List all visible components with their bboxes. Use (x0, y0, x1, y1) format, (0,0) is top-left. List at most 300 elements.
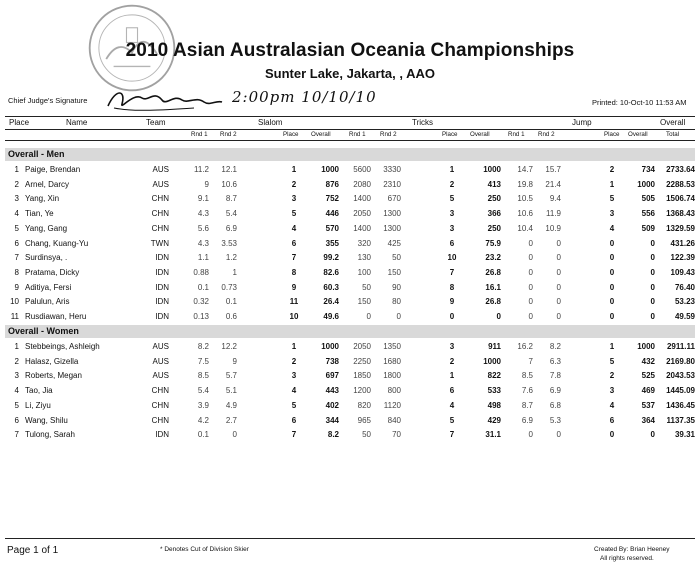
cell-total: 2288.53 (666, 179, 695, 189)
cell-pos: 10 (10, 297, 19, 307)
cell-tp: 6 (449, 238, 455, 248)
cell-team: CHN (151, 386, 169, 396)
cell-to: 911 (488, 342, 501, 351)
cell-tr1: 2080 (353, 179, 371, 189)
table-row (5, 193, 695, 205)
cell-jp: 5 (609, 356, 615, 366)
cell-total: 53.23 (674, 297, 695, 307)
cell-sr1: 1.1 (197, 253, 209, 263)
cell-jp: 4 (609, 400, 615, 410)
cell-jr1: 7 (528, 356, 533, 366)
cell-sr1: 0.32 (193, 297, 209, 307)
cell-name: Palulun, Aris (25, 297, 70, 307)
cell-pos: 2 (14, 179, 19, 189)
cell-sp: 7 (291, 253, 297, 263)
table-row (5, 429, 695, 441)
cell-to: 822 (487, 371, 501, 381)
cell-tr1: 50 (362, 282, 371, 292)
cell-so: 697 (325, 371, 339, 381)
col-team: Team (146, 118, 166, 127)
cell-jr2: 0 (556, 253, 561, 263)
cell-jp: 3 (609, 386, 615, 396)
cell-to: 26.8 (485, 297, 501, 307)
cell-jr2: 6.8 (549, 400, 561, 410)
cell-sr1: 0.88 (193, 267, 209, 277)
cell-so: 8.2 (327, 430, 339, 440)
cell-jr2: 0 (556, 312, 561, 321)
cell-jo: 432 (641, 356, 655, 366)
created-by: Created By: Brian Heeney (594, 546, 670, 553)
cell-tr1: 1400 (353, 194, 371, 204)
cell-to: 1000 (483, 356, 501, 366)
cell-sr2: 5.4 (225, 209, 237, 219)
cell-sr2: 8.7 (225, 194, 237, 204)
cell-sp: 6 (291, 415, 297, 425)
cell-team: CHN (151, 223, 169, 233)
cell-tr2: 800 (387, 386, 401, 396)
cell-jp: 0 (609, 238, 615, 248)
cell-name: Tao, Jia (25, 386, 53, 396)
cell-jr1: 0 (528, 312, 533, 321)
cell-to: 31.1 (485, 430, 501, 440)
cell-tr2: 1680 (383, 356, 401, 366)
cell-sr1: 4.3 (197, 238, 209, 248)
cell-tp: 3 (449, 342, 455, 351)
cell-pos: 7 (14, 253, 19, 263)
cell-sp: 2 (291, 356, 297, 366)
cell-to: 498 (487, 400, 501, 410)
cell-tp: 3 (449, 209, 455, 219)
cell-total: 2911.11 (666, 342, 695, 351)
cell-to: 413 (487, 179, 501, 189)
table-row (5, 179, 695, 191)
cell-tr2: 840 (387, 415, 401, 425)
cell-jr1: 19.8 (517, 179, 533, 189)
cell-team: CHN (151, 194, 169, 204)
cell-total: 122.39 (670, 253, 695, 263)
cell-jr1: 0 (528, 267, 533, 277)
slalom-overall-header: Overall (311, 131, 331, 138)
col-jump: Jump (572, 118, 592, 127)
cell-team: IDN (155, 312, 169, 321)
cell-sr1: 9.1 (197, 194, 209, 204)
cell-sp: 4 (291, 223, 297, 233)
cell-sr2: 0.73 (221, 282, 237, 292)
cell-jp: 2 (609, 371, 615, 381)
handwritten-signature (104, 84, 224, 114)
cell-total: 2169.80 (666, 356, 695, 366)
cell-jo: 0 (650, 267, 655, 277)
cell-team: AUS (152, 356, 169, 366)
cell-name: Wang, Shilu (25, 415, 68, 425)
cell-tr1: 1200 (353, 386, 371, 396)
cell-so: 82.6 (323, 267, 339, 277)
cell-team: AUS (152, 179, 169, 189)
cell-name: Tian, Ye (25, 209, 54, 219)
cell-sr2: 5.7 (225, 371, 237, 381)
cell-to: 533 (487, 386, 501, 396)
cell-name: Pratama, Dicky (25, 267, 80, 277)
cell-tr2: 90 (392, 282, 401, 292)
cell-tr2: 425 (387, 238, 401, 248)
rights-reserved: All rights reserved. (600, 555, 654, 562)
col-slalom: Slalom (258, 118, 283, 127)
table-row (5, 356, 695, 368)
cell-sp: 2 (291, 179, 297, 189)
cell-sp: 10 (289, 312, 299, 321)
cell-jo: 0 (650, 238, 655, 248)
jump-place-header: Place (604, 131, 620, 138)
cell-jp: 4 (609, 223, 615, 233)
cell-name: Surdinsya, . (25, 253, 68, 263)
cell-team: IDN (155, 267, 169, 277)
cell-jr2: 0 (556, 267, 561, 277)
cell-tr2: 50 (392, 253, 401, 263)
table-row (5, 238, 695, 250)
cell-pos: 8 (14, 267, 19, 277)
cell-team: IDN (155, 430, 169, 440)
cell-jr1: 10.4 (517, 223, 533, 233)
cell-sp: 9 (291, 282, 297, 292)
cell-team: AUS (152, 342, 169, 351)
cell-pos: 4 (14, 209, 19, 219)
cell-tp: 0 (449, 312, 455, 321)
table-row (5, 223, 695, 235)
cell-jo: 0 (650, 282, 655, 292)
cell-jp: 1 (609, 179, 615, 189)
cell-name: Paige, Brendan (25, 165, 81, 174)
cell-sr2: 6.9 (225, 223, 237, 233)
cell-sr1: 9 (204, 179, 209, 189)
cell-name: Aditiya, Fersi (25, 282, 72, 292)
cell-sp: 11 (289, 297, 299, 307)
tricks-place-header: Place (442, 131, 458, 138)
cell-sp: 1 (291, 342, 297, 351)
cell-total: 109.43 (670, 267, 695, 277)
cell-tp: 7 (449, 430, 455, 440)
cell-jr2: 0 (556, 238, 561, 248)
table-row (5, 282, 695, 294)
cell-jr2: 0 (556, 297, 561, 307)
cell-sr2: 0 (232, 430, 237, 440)
cell-jr2: 0 (556, 430, 561, 440)
cell-jr2: 6.9 (549, 386, 561, 396)
cell-jp: 0 (609, 312, 615, 321)
cell-sr2: 9 (232, 356, 237, 366)
cell-total: 76.40 (674, 282, 695, 292)
cell-sr2: 5.1 (225, 386, 237, 396)
cell-total: 1368.43 (666, 209, 695, 219)
cell-sp: 8 (291, 267, 297, 277)
cell-sr1: 0.1 (197, 282, 209, 292)
cell-tp: 3 (449, 223, 455, 233)
cell-name: Roberts, Megan (25, 371, 82, 381)
cell-so: 355 (325, 238, 339, 248)
cell-name: Stebbeings, Ashleigh (25, 342, 100, 351)
cell-sr2: 4.9 (225, 400, 237, 410)
slalom-rnd2-header: Rnd 2 (220, 131, 237, 138)
cell-jo: 525 (641, 371, 655, 381)
cell-tr1: 320 (357, 238, 371, 248)
cell-sr1: 7.5 (197, 356, 209, 366)
cell-tp: 5 (449, 194, 455, 204)
event-location: Sunter Lake, Jakarta, , AAO (264, 66, 436, 81)
cell-jp: 0 (609, 267, 615, 277)
jump-rnd2-header: Rnd 2 (538, 131, 555, 138)
cell-tr1: 50 (362, 430, 371, 440)
cell-total: 1329.59 (666, 223, 695, 233)
cell-sr2: 12.2 (221, 342, 237, 351)
cell-tp: 6 (449, 386, 455, 396)
cell-pos: 5 (14, 400, 19, 410)
footnote: * Denotes Cut of Division Skier (160, 546, 249, 553)
table-row (5, 208, 695, 220)
cell-tr2: 670 (387, 194, 401, 204)
cell-tp: 1 (449, 165, 455, 174)
cell-total: 49.59 (674, 312, 695, 321)
cell-name: Yang, Gang (25, 223, 68, 233)
cell-pos: 4 (14, 386, 19, 396)
cell-tr2: 70 (392, 430, 401, 440)
cell-tp: 9 (449, 297, 455, 307)
cell-tr1: 0 (366, 312, 371, 321)
cell-sp: 6 (291, 238, 297, 248)
divider (5, 140, 695, 141)
cell-tr2: 1300 (383, 209, 401, 219)
cell-jo: 469 (641, 386, 655, 396)
cell-tr2: 1800 (383, 371, 401, 381)
divider (5, 538, 695, 539)
divider (5, 129, 695, 130)
cell-total: 1137.35 (666, 415, 695, 425)
cell-sp: 5 (291, 209, 297, 219)
cell-total: 1445.09 (666, 386, 695, 396)
table-row (5, 311, 695, 323)
cell-team: IDN (155, 282, 169, 292)
cell-jp: 0 (609, 253, 615, 263)
cell-sr2: 2.7 (225, 415, 237, 425)
table-row (5, 385, 695, 397)
cell-jr2: 11.9 (546, 209, 561, 219)
cell-so: 26.4 (323, 297, 339, 307)
jump-rnd1-header: Rnd 1 (508, 131, 525, 138)
cell-so: 876 (325, 179, 339, 189)
credits (594, 545, 670, 563)
table-row (5, 415, 695, 427)
cell-tr1: 2250 (353, 356, 371, 366)
cell-sr1: 0.1 (197, 430, 209, 440)
table-row (5, 164, 695, 176)
table-row (5, 267, 695, 279)
cell-sr1: 11.2 (194, 165, 209, 174)
cell-tr2: 1350 (383, 342, 401, 351)
cell-to: 250 (487, 194, 501, 204)
cell-tp: 5 (449, 415, 455, 425)
cell-so: 1000 (321, 342, 339, 351)
cell-jr2: 7.8 (549, 371, 561, 381)
cell-team: AUS (152, 371, 169, 381)
section-women-header: Overall - Women (5, 325, 695, 338)
cell-sr1: 0.13 (193, 312, 209, 321)
cell-jp: 0 (609, 282, 615, 292)
tricks-overall-header: Overall (470, 131, 490, 138)
cell-tr2: 150 (387, 267, 401, 277)
cell-so: 443 (325, 386, 339, 396)
cell-total: 1436.45 (666, 400, 695, 410)
cell-pos: 6 (14, 238, 19, 248)
tricks-rnd2-header: Rnd 2 (380, 131, 397, 138)
cell-pos: 1 (14, 342, 19, 351)
cell-tp: 4 (449, 400, 455, 410)
cell-to: 366 (487, 209, 501, 219)
cell-so: 60.3 (323, 282, 339, 292)
cell-jo: 1000 (637, 342, 655, 351)
cell-tr2: 0 (396, 312, 401, 321)
cell-sr1: 8.5 (197, 371, 209, 381)
cell-jr1: 8.5 (521, 371, 533, 381)
cell-tp: 1 (449, 371, 455, 381)
jump-overall-header: Overall (628, 131, 648, 138)
cell-team: TWN (150, 238, 169, 248)
cell-jo: 1000 (637, 179, 655, 189)
cell-team: IDN (155, 253, 169, 263)
cell-jr1: 0 (528, 430, 533, 440)
cell-so: 402 (325, 400, 339, 410)
cell-tr1: 100 (357, 267, 371, 277)
cell-jr1: 0 (528, 253, 533, 263)
cell-sr2: 1.2 (225, 253, 237, 263)
cell-jr1: 7.6 (521, 386, 533, 396)
cell-team: CHN (151, 415, 169, 425)
cell-tp: 2 (449, 356, 455, 366)
cell-jr2: 21.4 (545, 179, 561, 189)
cell-total: 2043.53 (666, 371, 695, 381)
cell-jr2: 10.9 (545, 223, 561, 233)
cell-tr2: 3330 (383, 165, 401, 174)
total-header: Total (666, 131, 680, 138)
cell-sr2: 10.6 (221, 179, 237, 189)
cell-name: Li, Ziyu (25, 400, 51, 410)
table-row (5, 296, 695, 308)
cell-jr1: 0 (528, 297, 533, 307)
cell-jp: 2 (609, 165, 615, 174)
cell-so: 752 (325, 194, 339, 204)
cell-pos: 11 (10, 312, 19, 321)
cell-sr2: 0.1 (225, 297, 237, 307)
cell-jo: 0 (650, 253, 655, 263)
cell-jr2: 15.7 (545, 165, 561, 174)
cell-sr1: 4.3 (197, 209, 209, 219)
cell-so: 99.2 (323, 253, 339, 263)
cell-jr1: 10.5 (517, 194, 533, 204)
cell-jo: 0 (650, 312, 655, 321)
cell-pos: 3 (14, 194, 19, 204)
cell-jo: 556 (641, 209, 655, 219)
cell-name: Chang, Kuang-Yu (25, 238, 89, 248)
cell-to: 250 (487, 223, 501, 233)
cell-jo: 537 (641, 400, 655, 410)
cell-tr2: 2310 (383, 179, 401, 189)
cell-sr1: 4.2 (197, 415, 209, 425)
cell-tr1: 2050 (353, 209, 371, 219)
cell-sr2: 12.1 (221, 165, 237, 174)
cell-jo: 0 (650, 297, 655, 307)
cell-jr1: 14.7 (517, 165, 533, 174)
cell-so: 570 (325, 223, 339, 233)
cell-tr1: 2050 (353, 342, 371, 351)
section-men-header: Overall - Men (5, 148, 695, 161)
cell-jp: 1 (609, 342, 615, 351)
table-row (5, 341, 695, 353)
cell-sr1: 5.4 (197, 386, 209, 396)
cell-jr1: 0 (528, 238, 533, 248)
cell-tr1: 130 (357, 253, 371, 263)
table-row (5, 370, 695, 382)
table-row (5, 400, 695, 412)
cell-tr1: 5600 (353, 165, 371, 174)
cell-pos: 9 (14, 282, 19, 292)
cell-jo: 734 (641, 165, 655, 174)
cell-jr1: 10.6 (517, 209, 533, 219)
cell-tr2: 1120 (383, 400, 401, 410)
page-title: 2010 Asian Australasian Oceania Championships (125, 40, 575, 61)
cell-so: 344 (325, 415, 339, 425)
cell-total: 39.31 (674, 430, 695, 440)
cell-jr2: 5.3 (549, 415, 561, 425)
cell-total: 431.26 (670, 238, 695, 248)
cell-so: 446 (325, 209, 339, 219)
cell-jp: 6 (609, 415, 615, 425)
cell-so: 738 (325, 356, 339, 366)
table-row (5, 252, 695, 264)
cell-jo: 509 (641, 223, 655, 233)
cell-tp: 7 (449, 267, 455, 277)
cell-team: CHN (151, 209, 169, 219)
cell-pos: 2 (14, 356, 19, 366)
cell-sp: 4 (291, 386, 297, 396)
cell-sr2: 3.53 (221, 238, 237, 248)
cell-jr1: 8.7 (521, 400, 533, 410)
cell-to: 1000 (483, 165, 501, 174)
cell-team: AUS (152, 165, 169, 174)
cell-tr2: 80 (392, 297, 401, 307)
col-place: Place (9, 118, 30, 127)
cell-tp: 10 (447, 253, 457, 263)
cell-jp: 3 (609, 209, 615, 219)
cell-to: 429 (487, 415, 501, 425)
cell-to: 26.8 (485, 267, 501, 277)
cell-pos: 6 (14, 415, 19, 425)
cell-total: 2733.64 (666, 165, 695, 174)
divider (5, 116, 695, 117)
slalom-rnd1-header: Rnd 1 (191, 131, 208, 138)
cell-sr2: 0.6 (225, 312, 237, 321)
cell-so: 49.6 (323, 312, 339, 321)
cell-sr1: 5.6 (197, 223, 209, 233)
cell-to: 0 (496, 312, 501, 321)
slalom-place-header: Place (283, 131, 299, 138)
cell-team: IDN (155, 297, 169, 307)
col-overall: Overall (660, 118, 686, 127)
cell-tr1: 1850 (353, 371, 371, 381)
cell-sr1: 8.2 (197, 342, 209, 351)
cell-jo: 364 (641, 415, 655, 425)
printed-timestamp: Printed: 10-Oct-10 11:53 AM (592, 98, 687, 107)
cell-jo: 505 (641, 194, 655, 204)
cell-sp: 5 (291, 400, 297, 410)
cell-jp: 5 (609, 194, 615, 204)
cell-to: 16.1 (485, 282, 501, 292)
